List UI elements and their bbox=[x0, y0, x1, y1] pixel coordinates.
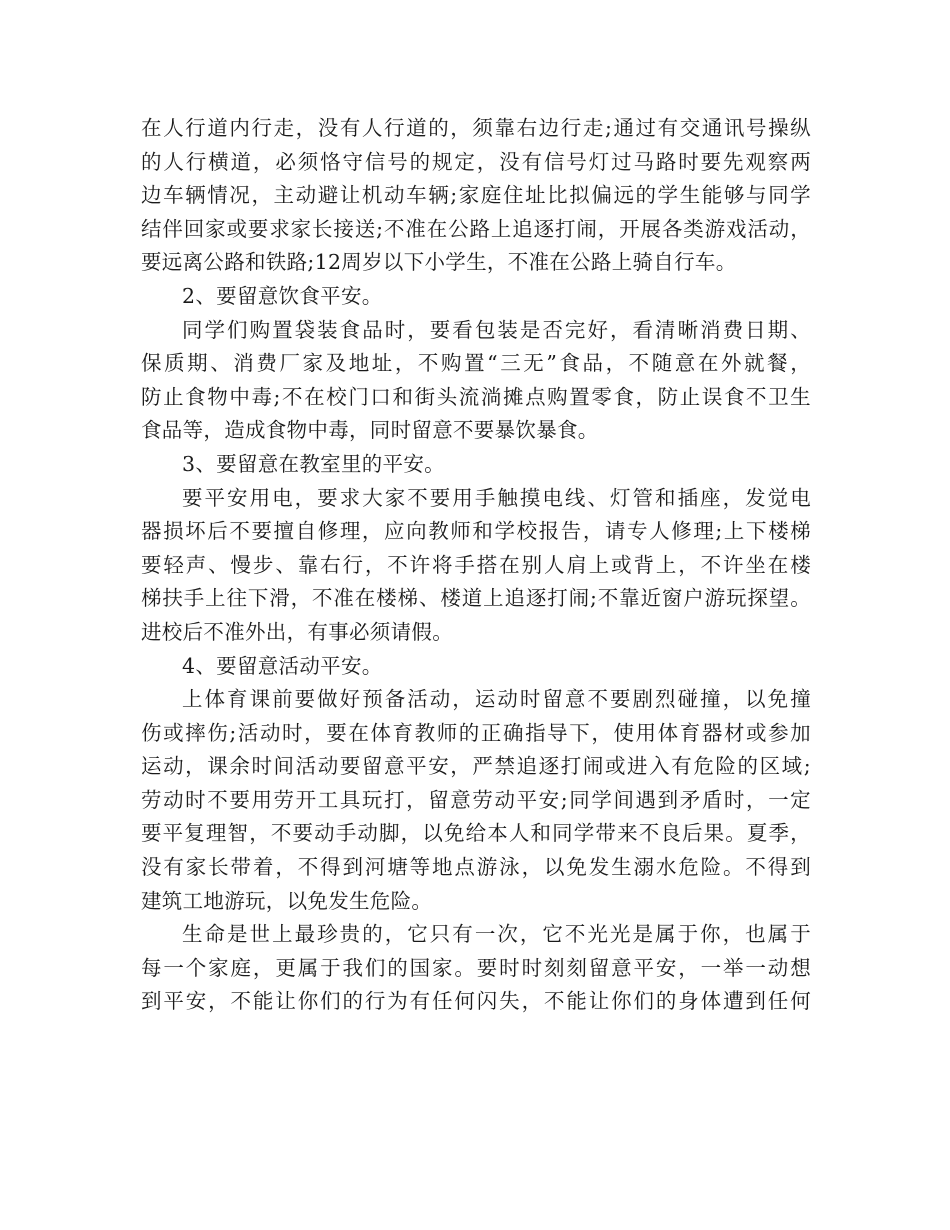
text-line: 生命是世上最珍贵的，它只有一次，它不光光是属于你，也属于 bbox=[182, 922, 811, 947]
text-line: 到平安，不能让你们的行为有任何闪失，不能让你们的身体遭到任何 bbox=[141, 989, 811, 1014]
text-line: 同学们购置袋装食品时，要看包装是否完好，看清晰消费日期、 bbox=[182, 317, 811, 342]
text-line: 运动，课余时间活动要留意平安，严禁追逐打闹或进入有危险的区域; bbox=[141, 754, 811, 779]
text-line: 食品等，造成食物中毒，同时留意不要暴饮暴食。 bbox=[141, 418, 599, 443]
text-line: 进校后不准外出，有事必须请假。 bbox=[141, 619, 453, 644]
text-line: 结伴回家或要求家长接送;不准在公路上追逐打闹，开展各类游戏活动， bbox=[141, 216, 811, 241]
section-heading: 4、要留意活动平安。 bbox=[182, 653, 383, 678]
text-line: 劳动时不要用劳开工具玩打，留意劳动平安;同学间遇到矛盾时，一定 bbox=[141, 787, 811, 812]
section-heading: 3、要留意在教室里的平安。 bbox=[182, 451, 445, 476]
text-line: 器损坏后不要擅自修理，应向教师和学校报告，请专人修理;上下楼梯 bbox=[141, 519, 811, 544]
text-line: 要远离公路和铁路;12周岁以下小学生，不准在公路上骑自行车。 bbox=[141, 250, 737, 275]
text-line: 要平复理智，不要动手动脚，以免给本人和同学带来不良后果。夏季， bbox=[141, 821, 811, 846]
text-line: 每一个家庭，更属于我们的国家。要时时刻刻留意平安，一举一动想 bbox=[141, 955, 811, 980]
section-heading: 2、要留意饮食平安。 bbox=[182, 283, 383, 308]
text-line: 保质期、消费厂家及地址，不购置“三无”食品，不随意在外就餐， bbox=[141, 351, 811, 376]
text-line: 要平安用电，要求大家不要用手触摸电线、灯管和插座，发觉电 bbox=[182, 485, 811, 510]
text-line: 上体育课前要做好预备活动，运动时留意不要剧烈碰撞，以免撞 bbox=[182, 687, 811, 712]
text-line: 没有家长带着，不得到河塘等地点游泳，以免发生溺水危险。不得到 bbox=[141, 855, 811, 880]
document-body bbox=[141, 112, 811, 1019]
text-line: 边车辆情况，主动避让机动车辆;家庭住址比拟偏远的学生能够与同学 bbox=[141, 183, 811, 208]
text-line: 防止食物中毒;不在校门口和街头流淌摊点购置零食，防止误食不卫生 bbox=[141, 384, 811, 409]
text-line: 在人行道内行走，没有人行道的，须靠右边行走;通过有交通讯号操纵 bbox=[141, 116, 811, 140]
text-line: 梯扶手上往下滑，不准在楼梯、楼道上追逐打闹;不靠近窗户游玩探望。 bbox=[141, 586, 811, 611]
text-line: 要轻声、慢步、靠右行，不许将手搭在别人肩上或背上，不许坐在楼 bbox=[141, 552, 811, 577]
text-line: 伤或摔伤;活动时，要在体育教师的正确指导下，使用体育器材或参加 bbox=[141, 720, 811, 745]
text-line: 的人行横道，必须恪守信号的规定，没有信号灯过马路时要先观察两 bbox=[141, 149, 811, 174]
text-line: 建筑工地游玩，以免发生危险。 bbox=[141, 888, 433, 913]
